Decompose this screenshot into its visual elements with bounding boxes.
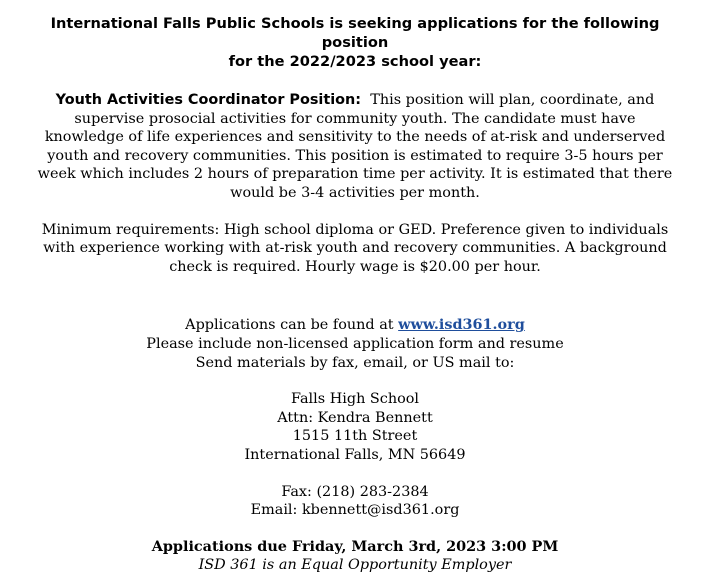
address-attn: Attn: Kendra Bennett bbox=[277, 409, 433, 426]
applications-found-prefix: Applications can be found at bbox=[185, 317, 394, 334]
position-title: Youth Activities Coordinator Position: bbox=[55, 92, 362, 108]
requirements-paragraph: Minimum requirements: High school diploma or GED. Preference given to individuals with experience working with at-risk youth and recovery communities. A background check is required. Hourly wage is $20.00 per hour. bbox=[41, 221, 669, 275]
heading-line-1: International Falls Public Schools is seeking applications for the following position bbox=[50, 15, 660, 51]
position-paragraph bbox=[35, 91, 675, 203]
equal-opportunity-statement: ISD 361 is an Equal Opportunity Employer bbox=[198, 557, 512, 574]
website-link[interactable]: www.isd361.org bbox=[398, 316, 525, 334]
include-line: Please include non-licensed application form and resume bbox=[146, 335, 564, 352]
send-line: Send materials by fax, email, or US mail to: bbox=[195, 354, 515, 371]
heading-line-2: for the 2022/2023 school year: bbox=[228, 53, 482, 70]
position-description: This position will plan, coordinate, and supervise prosocial activities for community youth. The candidate must have knowledge of life experiences and sensitivity to the needs of at-risk and underserved youth and recovery communities. This position is estimated to require 3-5 hours per week which includes 2 hours of preparation time per activity. It is estimated that there would be 3-4 activities per month. bbox=[37, 92, 673, 201]
email-address: Email: kbennett@isd361.org bbox=[250, 502, 460, 519]
due-date: Applications due Friday, March 3rd, 2023 3:00 PM bbox=[151, 537, 559, 555]
address-name: Falls High School bbox=[290, 391, 420, 408]
mailing-address bbox=[0, 390, 710, 464]
address-street: 1515 11th Street bbox=[292, 428, 418, 445]
applications-found-line bbox=[0, 316, 710, 335]
fax-number: Fax: (218) 283-2384 bbox=[281, 483, 429, 500]
address-city: International Falls, MN 56649 bbox=[244, 446, 466, 463]
applications-block bbox=[0, 316, 710, 372]
posting-heading bbox=[30, 14, 680, 71]
contact-block bbox=[0, 483, 710, 520]
